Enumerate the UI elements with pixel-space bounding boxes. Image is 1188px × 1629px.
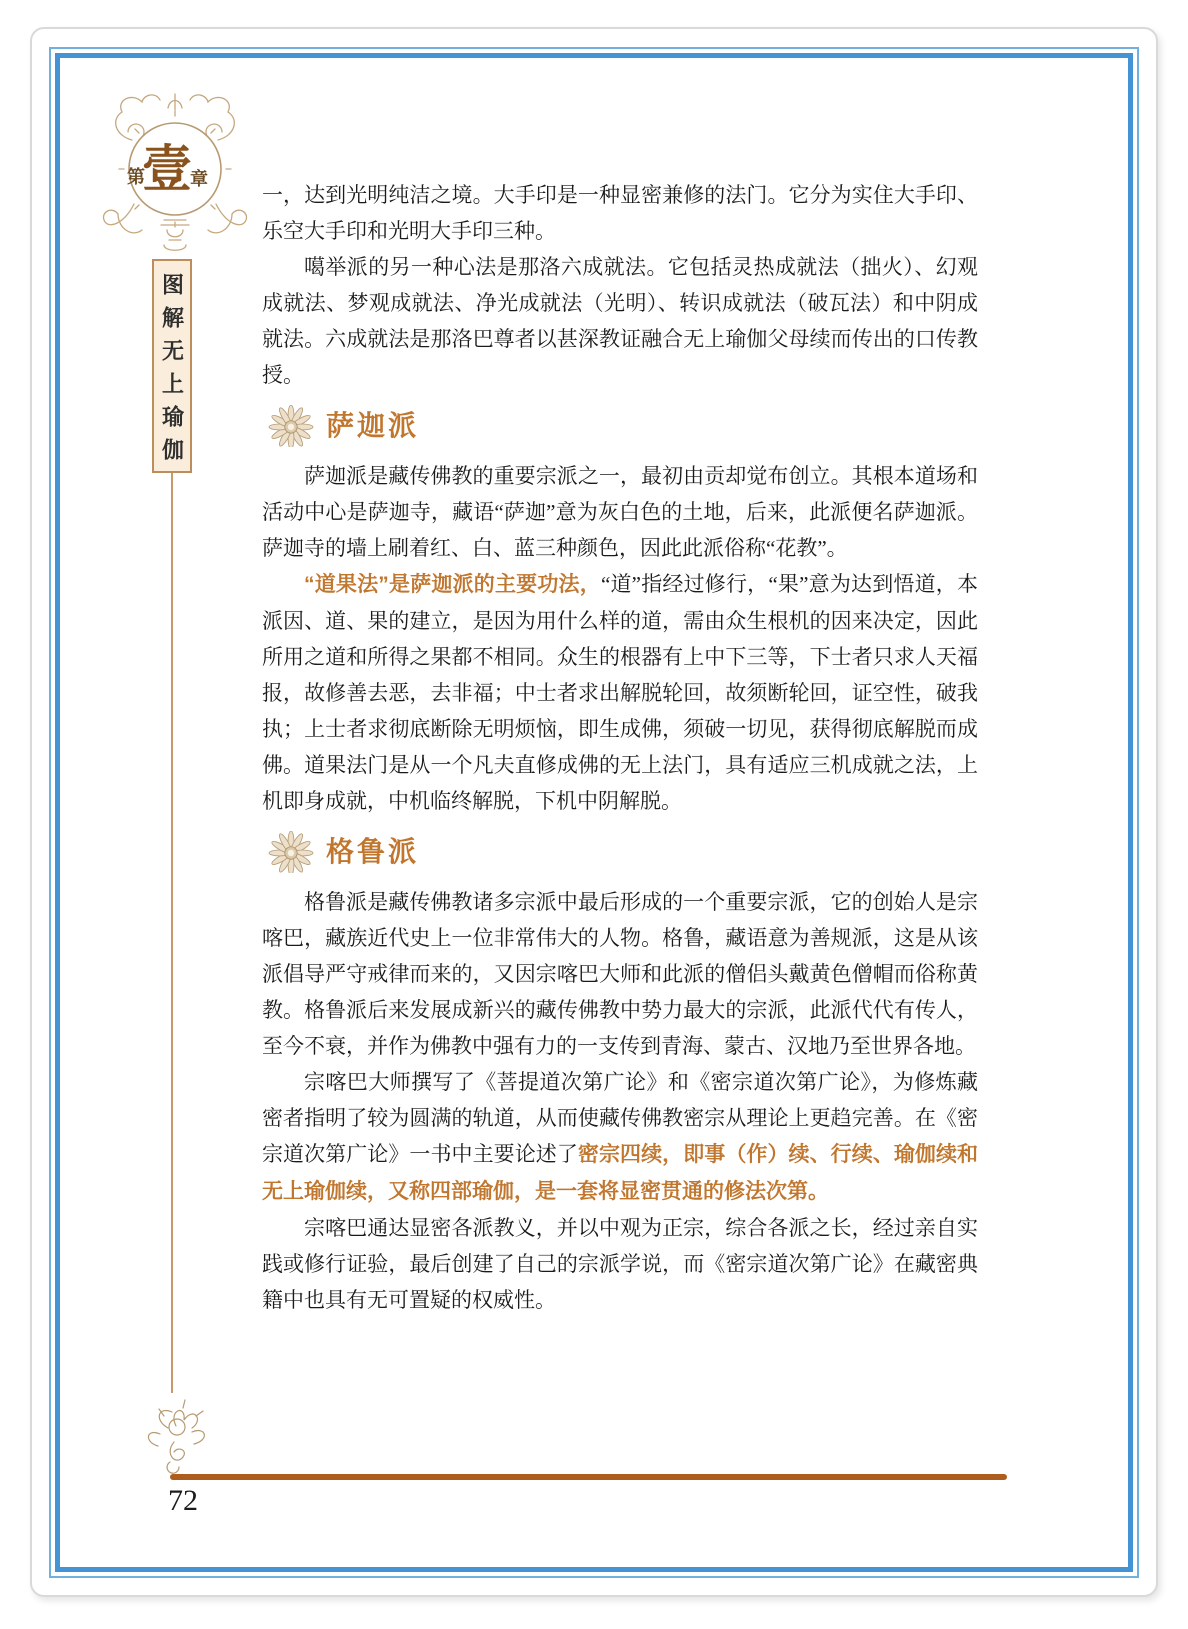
- highlight-text: “道果法”是萨迦派的主要功法，: [304, 573, 601, 596]
- chapter-medallion: [98, 88, 252, 256]
- chapter-prefix: 第: [127, 167, 145, 187]
- body-text-column: [262, 177, 978, 1318]
- paragraph-text: 宗喀巴大师撰写了《菩提道次第广论》和《密宗道次第广论》，为修炼藏密者指明了较为圆满的轨道，从而使藏传佛教密宗从理论上更趋完善。在《密宗道次第广论》一书中主要论述了: [262, 1070, 978, 1166]
- intro-paragraph-2: 噶举派的另一种心法是那洛六成就法。它包括灵热成就法（拙火）、幻观成就法、梦观成就法、净光成就法（光明）、转识成就法（破瓦法）和中阴成就法。六成就法是那洛巴尊者以甚深教证融合无上瑜伽父母续而传出的口传教授。: [262, 255, 978, 387]
- section-flower-icon: [268, 405, 314, 447]
- page-number: 72: [168, 1484, 198, 1517]
- sakya-paragraph-2: [262, 566, 978, 819]
- gelug-paragraph-3: 宗喀巴通达显密各派教义，并以中观为正宗，综合各派之长，经过亲自实践或修行证验，最后创建了自己的宗派学说，而《密宗道次第广论》在藏密典籍中也具有无可置疑的权威性。: [262, 1216, 978, 1312]
- highlight-text: 密宗四续，即事（作）续、行续、瑜伽续和无上瑜伽续，又称四部瑜伽，是一套将显密贯通的修法次第。: [262, 1143, 979, 1203]
- chapter-suffix: 章: [190, 169, 208, 189]
- lotus-ornament-icon: [136, 1394, 216, 1478]
- footer-rule: [170, 1474, 1007, 1480]
- section-title: 格鲁派: [326, 836, 420, 867]
- paragraph-text: “道”指经过修行，“果”意为达到悟道，本派因、道、果的建立，是因为用什么样的道，需由众生根机的因来决定，因此所用之道和所得之果都不相同。众生的根器有上中下三等，下士者只求人天福报，故修善去恶，去非福；中士者求出解脱轮回，故须断轮回，证空性，破我执；上士者求彻底断除无明烦恼，即生成佛，须破一切见，获得彻底解脱而成佛。道果法门是从一个凡夫直修成佛的无上法门，具有适应三机成就之法，上机即身成就，中机临终解脱，下机中阴解脱。: [262, 572, 978, 813]
- book-title-sidebar: [152, 259, 192, 473]
- section-heading-gelug: [262, 827, 978, 877]
- sidebar-tail-line: [171, 473, 173, 1393]
- section-title: 萨迦派: [326, 410, 420, 441]
- gelug-paragraph-1: 格鲁派是藏传佛教诸多宗派中最后形成的一个重要宗派，它的创始人是宗喀巴，藏族近代史上一位非常伟大的人物。格鲁，藏语意为善规派，这是从该派倡导严守戒律而来的，又因宗喀巴大师和此派的僧侣头戴黄色僧帽而俗称黄教。格鲁派后来发展成新兴的藏传佛教中势力最大的宗派，此派代代有传人，至今不衰，并作为佛教中强有力的一支传到青海、蒙古、汉地乃至世界各地。: [262, 890, 978, 1058]
- section-flower-icon: [268, 831, 314, 873]
- intro-paragraph-1: 一，达到光明纯洁之境。大手印是一种显密兼修的法门。它分为实住大手印、乐空大手印和光明大手印三种。: [262, 183, 978, 243]
- sakya-paragraph-1: 萨迦派是藏传佛教的重要宗派之一，最初由贡却觉布创立。其根本道场和活动中心是萨迦寺，藏语“萨迦”意为灰白色的土地，后来，此派便名萨迦派。萨迦寺的墙上刷着红、白、蓝三种颜色，因此此派俗称“花教”。: [262, 464, 978, 560]
- book-title-vertical: 图解无上瑜伽: [159, 273, 185, 471]
- gelug-paragraph-2: [262, 1064, 978, 1210]
- section-heading-sakya: [262, 401, 978, 451]
- chapter-number: 壹: [142, 141, 192, 197]
